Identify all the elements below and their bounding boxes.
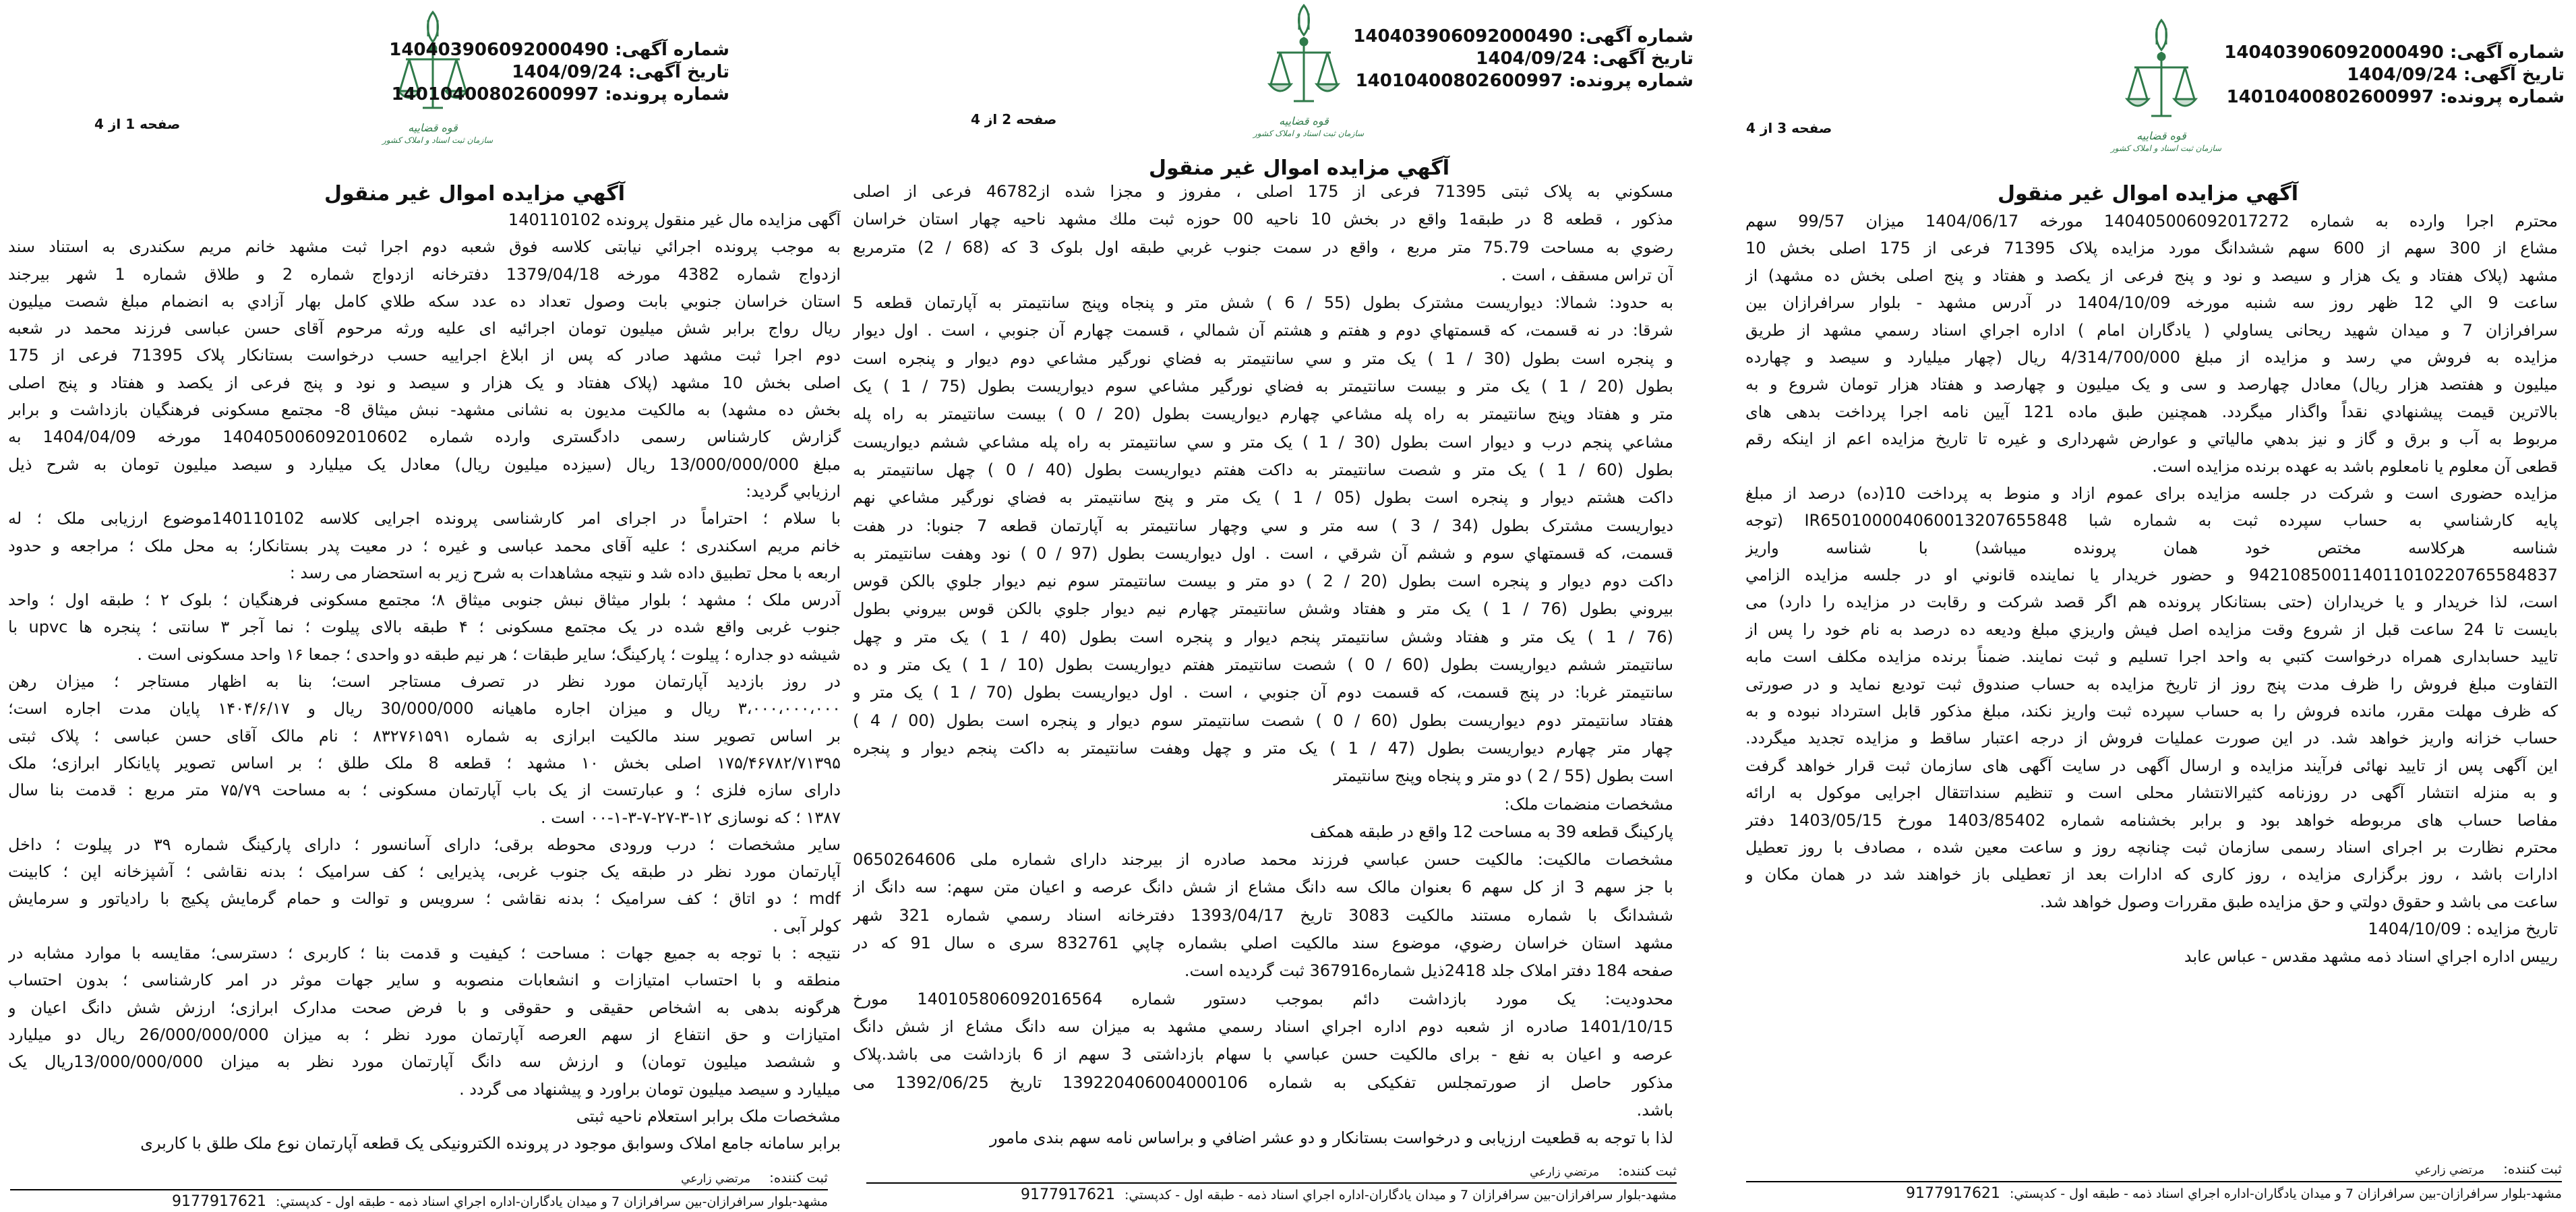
registrar-name: مرتضي زارعي: [2415, 1163, 2485, 1177]
footer-address: [1746, 1185, 2562, 1202]
text-line: بخش ده مشهد) به مالکیت مدیون به نشانی مشهد- نبش میثاق 8- مجتمع مسکونی فرهنگیان بازداشت و برابر: [8, 400, 841, 420]
paragraph: [1745, 480, 2558, 915]
postal-code: 9177917621: [1906, 1185, 2000, 1202]
text-line: شیشه دو جداره ؛ پیلوت ؛ پارکینگ؛ سایر طبقات ؛ هر نیم طبقه دو واحدی ؛ جمعا ۱۶ واحد مسکونی است .: [137, 644, 841, 664]
ad-number: [352, 39, 729, 61]
text-line: ساعت 9 الي 12 ظهر روز سه شنبه مورخه 1404/10/09 در آدرس مشهد - بلوار سرافرازان بین: [1745, 293, 2558, 313]
logo-text-registration-org: سازمان ثبت اسناد و املاک کشور: [382, 135, 493, 145]
text-line: ریال رواج برابر شش میلیون تومان اجرائیه ای علیه ورثه مرحوم آقای حسن عباسی فرزند محمد در شعبه: [8, 319, 841, 338]
text-line: ششدانگ با شماره مستند مالکیت 3083 تاریخ 1393/04/17 دفترخانه اسناد رسمي شماره 321 شهر: [853, 905, 1673, 925]
page-title: آگهي مزايده اموال غير منقول: [1148, 156, 1450, 180]
paragraph: [1745, 943, 2558, 970]
text-line: مشاعي پنجم درب و دیوار است بطول (30 / 1 ) یک متر و سي سانتیمتر به راه پله مشاعي ششم دیواریست: [853, 432, 1673, 452]
text-line: محترم اجرا وارده به شماره 140405006092017272 مورخه 1404/06/17 میزان 99/57 سهم: [1745, 212, 2558, 231]
case-number-label: شماره پرونده:: [605, 84, 729, 104]
paragraph: [8, 940, 841, 1103]
text-line: آدرس ملک ؛ مشهد ؛ بلوار میثاق نبش جنوبی میثاق ۸؛ مجتمع مسکونی فرهنگیان ؛ بلوک ۲ ؛ طبقه اول ؛ واحد: [8, 590, 841, 610]
text-line: مشخصات ملک برابر استعلام ناحیه ثبتی: [576, 1106, 841, 1126]
text-line: مفاصا حساب های مربوطه خواهد بود و برابر بخشنامه شماره 1403/85402 مورخ 1403/05/15 دفتر: [1745, 810, 2558, 830]
ad-number: [1316, 26, 1694, 48]
text-line: بطول (20 / 1 ) یک متر و بیست سانتیمتر به فضاي نورگیر مشاعي سوم دیواریست بطول (75 / 1 ) یک: [853, 377, 1673, 396]
text-line: بایست تا 24 ساعت قبل از شروع وقت مزایده اصل فیش واریزي مبلغ ودیعه ده درصد به نام خود را پس از: [1745, 619, 2558, 639]
registrar: [1254, 1163, 1677, 1179]
text-line: آگهی مزایده مال غیر منقول پرونده 140110102: [508, 210, 841, 229]
page-title: آگهي مزايده اموال غير منقول: [324, 182, 626, 206]
text-line: آن تراس مسقف ، است .: [1501, 265, 1673, 284]
text-line: قسمت، که قسمتهاي سوم و ششم آن شرقي ، است . اول دیواریست بطول (97 / 0 ) نود وهفت سانتیمتر به: [853, 543, 1673, 563]
ad-date: [352, 61, 729, 84]
paragraph: [8, 831, 841, 940]
text-line: چهار متر چهارم دیواریست بطول (47 / 1 ) یک متر و چهل وهفت سانتیمتر به داکت پنجم دیوار و پنجره: [853, 738, 1673, 758]
text-line: ۱۳۸۷ ؛ که نوسازی ۱۲-۳-۲۷-۷-۳-۱-۰۰ است .: [540, 808, 841, 827]
text-line: پایه کارشناسي به حساب سپرده ثبت به شماره شبا IR650100004060013207655848 (توجه: [1745, 511, 2558, 531]
text-line: با جز سهم 3 از کل سهم 6 بعنوان مالک سه دانگ مشاع از شش دانگ عرصه و اعیان متن سهم: سه دانگ از: [853, 878, 1673, 897]
page-body: [1745, 208, 2558, 970]
footer-address: [866, 1186, 1677, 1203]
ad-date-label: تاریخ آگهی:: [2463, 65, 2565, 85]
case-number-value: 14010400802600997: [391, 84, 599, 104]
footer-divider: [866, 1182, 1677, 1184]
ad-date-value: 1404/09/24: [1476, 49, 1586, 69]
text-line: رضوي به مساحت 75.79 متر مربع ، واقع در سمت جنوب غربي طبقه اول بلوک 3 که (68 / 2) مترمربع: [853, 237, 1673, 257]
text-line: تاریخ مزایده : 1404/10/09: [2368, 919, 2558, 939]
text-line: 1401/10/15 صادره از شعبه دوم اداره اجراي اسناد رسمي مشهد به میزان سه دانگ مشاع از شش دانگ: [853, 1017, 1673, 1036]
text-line: اصلی بخش 10 مشهد (پلاک هفتاد و یک هزار و سیصد و نود و پنج فرعی از یکصد و هفتاد و پنج اصلی: [8, 373, 841, 392]
address-text: مشهد-بلوار سرافرازان-بين سرافرازان 7 و ميدان يادگاران-اداره اجراي اسناد ذمه - طبقه اول - کدپستي:: [1124, 1188, 1677, 1203]
text-line: مشهد (پلاک هفتاد و یک هزار و سیصد و نود و پنج فرعی از یکصد و هفتاد و پنج اصلی بخش ده مشهد) از: [1745, 266, 2558, 285]
text-line: به حدود: شمالا: دیواریست مشترک بطول (55 / 6 ) شش متر و پنجاه وپنج سانتیمتر به آپارتمان قطعه 5: [853, 293, 1673, 313]
text-line: هفتاد سانتیمتر دوم دیواریست بطول (60 / 0 ) شصت سانتیمتر سوم دیوار و پنجره است بطول (00 / 4 ): [853, 710, 1673, 730]
case-number: [352, 84, 729, 106]
text-line: 942108500114011010220765584837 و حضور خريدار يا نماينده قانوني او در جلسه مزايده الزامي: [1745, 566, 2558, 585]
paragraph: [1745, 915, 2558, 942]
text-line: بطول (60 / 1 ) یک متر و شصت سانتیمتر به داکت هفتم دیواریست بطول (40 / 0 ) چهل سانتیمتر به: [853, 460, 1673, 479]
paragraph: [8, 505, 841, 586]
text-line: مشاع از 300 سهم از 600 سهم ششدانگ مورد مزایده پلاک 71395 فرعی از 175 اصلی بخش 10: [1745, 239, 2558, 258]
page-number-label: صفحه 3 از 4: [1746, 120, 1832, 136]
text-line: ساعت می باشد و حقوق دولتي و حق مزایده طبق مقررات وصول خواهد شد.: [2039, 892, 2558, 911]
text-line: سانتیمتر غربا: در پنج قسمت، که قسمت دوم آن جنوبي ، است . اول دیواریست بطول (70 / 1 ) یک متر و: [853, 683, 1673, 702]
logo-text-registration-org: سازمان ثبت اسناد و املاک کشور: [1253, 129, 1365, 138]
text-line: است بطول (55 / 2 ) دو متر و پنجاه وپنج سانتیمتر: [1334, 766, 1673, 786]
paragraph: [853, 986, 1673, 1124]
paragraph: [8, 233, 841, 505]
footer-divider: [1746, 1181, 2562, 1182]
text-line: شناسه هرکلاسه مختص خود همان پرونده میباشد) با شناسه واریز: [1745, 538, 2558, 557]
text-line: شرقا: در نه قسمت، که قسمتهاي دوم و هفتم و هشتم آن شمالي ، قسمت چهارم آن جنوبي ، است . اول دیوار: [853, 321, 1673, 340]
text-line: سرافرازان 7 و میدان شهید ریحانی یساولي ( يادگاران امام ) اداره اجراي اسناد رسمي مشهد از طريق: [1745, 320, 2558, 340]
text-line: عرصه و اعیان به نفع - برای مالکیت حسن عباسي با سهام بازداشتی 3 سهم از 6 بازداشت می باشد.پلاک: [853, 1045, 1673, 1064]
address-text: مشهد-بلوار سرافرازان-بين سرافرازان 7 و ميدان يادگاران-اداره اجراي اسناد ذمه - طبقه اول - کدپستي:: [275, 1194, 828, 1209]
text-line: مربوط به آب و برق و گاز و نيز بدهي مالياتي و عوارض شهرداری و غيره تا تاريخ مزايده اعم از اینکه رقم: [1745, 429, 2558, 449]
text-line: نتیجه : با توجه به جمیع جهات : مساحت ؛ کیفیت و قدمت بنا ؛ کاربری ؛ دسترسی؛ مقایسه با موارد مشابه در: [8, 944, 841, 963]
text-line: تایید حسابداری همراه درخواست کتبي به واحد اجرا تسلیم و ثبت نمایند. ضمناً برنده مزایده مکلف است مابه: [1745, 647, 2558, 667]
ad-date-value: 1404/09/24: [2347, 65, 2457, 85]
text-line: ميليون و هفتصد هزار ريال) معادل چهارصد و سی و یک میلیون و چهارصد و هفتاد هزار تومان شروع و به: [1745, 375, 2558, 394]
text-line: باشد.: [1636, 1100, 1673, 1120]
ad-number: [2187, 42, 2565, 64]
text-line: مذکور ، قطعه 8 در طبقه1 واقع در بخش 10 ناحیه 00 حوزه ثبت ملك مشهد ناحیه چهار استان خراسان: [853, 210, 1673, 229]
text-line: خانم مریم اسکندری ؛ علیه آقای محمد عباسی و غیره ؛ در معیت پدر بستانکار؛ به محل ملک ؛ مراجعه و حدود: [8, 536, 841, 555]
footer-divider: [10, 1189, 828, 1190]
text-line: داکت دوم دیوار و پنجره است بطول (20 / 2 ) دو متر و بیست سانتیمتر سوم نیم دیوار جلوي بالکن قوس: [853, 572, 1673, 591]
paragraph: [8, 668, 841, 831]
text-line: ارزیابي گردید:: [746, 481, 841, 501]
registrar-name: مرتضي زارعي: [1530, 1165, 1600, 1179]
text-line: آپارتمان مورد نظر در طبقه یک جنوب غربی، پذیرایی ؛ کف سرامیک ؛ بدنه نقاشی ؛ آشپزخانه اپن ؛ کابینت: [8, 862, 841, 882]
text-line: التفاوت مبلغ فروش را ظرف مدت پنج روز از تاریخ مزایده به حساب صندوق ثبت تودیع نماید و در صورتی: [1745, 674, 2558, 694]
case-number-value: 14010400802600997: [2226, 87, 2434, 107]
text-line: با سلام ؛ احتراماً در اجرای امر کارشناسی پرونده اجرایی کلاسه 140110102موضوع ارزیابی ملک ؛ له: [8, 509, 841, 528]
text-line: محترم نظارت بر اجرای اسناد رسمی سازمان ثبت چنانچه روز و ساعت معین شده ، مصادف با روز تعطیل: [1745, 837, 2558, 857]
text-line: ۳،۰۰۰،۰۰۰،۰۰۰ ریال و میزان اجاره ماهیانه 30/000/000 ریال و ۱۴۰۴/۶/۱۷ پایان مدت اجاره است؛: [8, 699, 841, 719]
ad-number-value: 140403906092000490: [2224, 42, 2444, 63]
logo-text-registration-org: سازمان ثبت اسناد و املاک کشور: [2111, 144, 2222, 153]
text-line: مذکور حاصل از صورتمجلس تفکیکی به شماره 139220406004000106 تاریخ 1392/06/25 می: [853, 1072, 1673, 1092]
text-line: محدودیت: یک مورد بازداشت دائم بموجب دستور شماره 140105806092016564 مورخ: [853, 989, 1673, 1008]
text-line: و پنجره است بطول (30 / 1 ) یک متر و سي سانتیمتر به فضاي نورگیر مشاعي دوم دیوار و پنجره است: [853, 349, 1673, 368]
text-line: استان خراسان جنوبي بابت وصول تعداد ده عدد سکه طلاي کامل بهار آزادي به انضمام مبلغ شصت میلیون: [8, 291, 841, 311]
registrar-label: ثبت کننده:: [769, 1170, 828, 1186]
case-number-label: شماره پرونده:: [1569, 71, 1694, 91]
text-line: مبلغ 13/000/000/000 ریال (سیزده میلیون ریال) معادل یک میلیارد و سیصد میلیون تومان به شرح ذیل: [8, 454, 841, 474]
ad-date-label: تاریخ آگهی:: [1592, 49, 1694, 69]
text-line: مشخصات منضمات ملک:: [1504, 794, 1673, 814]
text-line: امتیازات و حق انتفاع از سهم العرصه آپارتمان مورد نظر ؛ به میزان 26/000/000/000 ریال دو میلیارد: [8, 1025, 841, 1044]
text-line: مسکوني به پلاک ثبتی 71395 فرعی از 175 اصلی ، مفروز و مجزا شده از46782 فرعی از اصلی: [853, 182, 1673, 201]
text-line: مشهد استان خراسان رضوي، موضوع سند مالکیت اصلي بشماره چاپي 832761 سری ه سال 91 که در: [853, 934, 1673, 953]
text-line: به موجب پرونده اجرائي نیابتی کلاسه فوق شعبه دوم اجرا ثبت مشهد خانم مریم سکندری به استناد سند: [8, 237, 841, 257]
text-line: هرگونه بدهی به اشخاص حقیقی و حقوقی و با فرض صحت مدارک ابرازی؛ ارزش شش دانگ اعیان و: [8, 998, 841, 1017]
paragraph: [8, 1130, 841, 1157]
registrar-name: مرتضي زارعي: [681, 1172, 751, 1186]
logo-text-judiciary: قوه قضاییه: [2136, 129, 2186, 142]
text-line: پارکینگ قطعه 39 به مساحت 12 واقع در طبقه همکف: [1310, 822, 1673, 841]
text-line: مزایده حضوری است و شرکت در جلسه مزایده برای عموم ازاد و منوط به پرداخت 10(ده) درصد از مبلغ: [1745, 483, 2558, 503]
footer-address: [10, 1193, 828, 1210]
text-line: بر اساس تصویر سند مالکیت ابرازی به شماره ۸۳۲۷۶۱۵۹۱ ؛ نام مالک آقای حسن عباسی ؛ پلاک ثبتی: [8, 726, 841, 746]
page-number-label: صفحه 1 از 4: [94, 116, 181, 132]
ad-number-label: شماره آگهی:: [614, 40, 729, 60]
ad-date-label: تاریخ آگهی:: [628, 62, 729, 82]
text-line: میلیارد و سیصد میلیون تومان براورد و پیشنهاد می گردد .: [459, 1079, 841, 1099]
ad-number-label: شماره آگهی:: [2449, 42, 2565, 63]
ad-date: [1316, 48, 1694, 70]
text-line: و به منزله انتشار آگهی در روزنامه کثیرالانتشار محلی است و تنظیم سنداتتقال اجرایی موکول به ارائه: [1745, 783, 2558, 803]
text-line: کولر آبی .: [773, 916, 841, 936]
registrar: [405, 1170, 828, 1186]
ad-date: [2187, 64, 2565, 86]
postal-code: 9177917621: [1021, 1186, 1115, 1203]
text-line: مشخصات مالکیت: مالکیت حسن عباسي فرزند محمد صادره از بیرجند دارای شماره ملی 0650264606: [853, 850, 1673, 870]
text-line: قطعی آن معلوم یا نامعلوم باشد به عهده برنده مزایده است.: [2152, 456, 2558, 476]
page-title: آگهي مزايده اموال غير منقول: [1997, 182, 2299, 206]
paragraph: [1745, 208, 2558, 480]
text-line: لذا با توجه به قطعیت ارزیابی و درخواست بستانکار و دو عشر اضافي و براساس نامه سهم بندی مامور: [990, 1128, 1673, 1148]
text-line: سایر مشخصات ؛ درب ورودی محوطه برقی؛ دارای آسانسور ؛ دارای پارکینگ شماره ۳۹ در پیلوت ؛ داخل: [8, 835, 841, 854]
case-number-label: شماره پرونده:: [2440, 87, 2565, 107]
case-number: [1316, 70, 1694, 92]
text-line: ۱۷۵/۴۶۷۸۲/۷۱۳۹۵ اصلی بخش ۱۰ مشهد ؛ قطعه 8 ملک طلق ؛ بر اساس تصویر پایانکار ابرازی؛ ملک: [8, 753, 841, 772]
text-line: داکت هشتم دیوار و پنجره است بطول (05 / 1 ) یک متر و پنج سانتیمتر به فضاي نورگیر مشاعي نهم: [853, 488, 1673, 508]
case-number-value: 14010400802600997: [1355, 71, 1563, 91]
text-line: ادارات باشد ، روز برگزاری مزایده ، روز کاری که ادارات بعد از تعطیلی باز خواهند شد در همان مکان و: [1745, 865, 2558, 884]
text-line: گزارش کارشناس رسمی دادگستری وارده شماره 140405006092010602 مورخه 1404/04/09 به: [8, 427, 841, 447]
text-line: سانتیمتر ششم دیواریست بطول (60 / 0 ) شصت سانتیمتر هفتم دیواریست بطول (10 / 1 ) یک متر و ده: [853, 655, 1673, 675]
ad-number-label: شماره آگهی:: [1578, 26, 1694, 47]
text-line: اربعه با محل تطبیق داده شد و نتیجه مشاهدات به شرح زیر به استحضار می رسد :: [289, 563, 841, 582]
paragraph: [853, 846, 1673, 985]
paragraph: [8, 586, 841, 668]
text-line: مزایده به فروش مي رسد و مزایده از مبلغ 4/314/700/000 ريال (چهار ميليارد و سيصد و چهارده: [1745, 347, 2558, 367]
text-line: برابر سامانه جامع املاک وسوابق موجود در پرونده الکترونیکی یک قطعه آپارتمان نوع ملک طلق با کاربری: [140, 1134, 841, 1153]
text-line: بالاترين قيمت پيشنهادي نقداً واگذار ميگردد. همچنین طبق ماده 121 آیین نامه اجرا پرداخت بدهی های: [1745, 402, 2558, 421]
paragraph: [853, 818, 1673, 846]
text-line: (76 / 1 ) یک متر و هفتاد وشش سانتیمتر پنجم دیوار و پنجره است بطول (40 / 1 ) یک متر و چهل: [853, 627, 1673, 646]
text-line: و ششصد میلیون تومان) و ارزش سه دانگ آپارتمان مورد نظر به میزان 13/000/000/000ریال یک: [8, 1052, 841, 1072]
paragraph: [8, 1103, 841, 1130]
text-line: حساب خزانه واریز خواهد شد. در این صورت عملیات فروش از درجه اعتبار ساقط و مزایده تجدید میگردد.: [1745, 729, 2558, 748]
case-number: [2187, 86, 2565, 109]
text-line: در روز بازدید آپارتمان مورد نظر در تصرف مستاجر است؛ بنا به اظهار مستاجر ؛ میزان رهن: [8, 672, 841, 692]
text-line: که ظرف مهلت مقرر، مانده فروش را به حساب سپرده ثبت واریز نکند، مبلغ مذکور قابل استرداد نبوده و به: [1745, 702, 2558, 721]
text-line: دارای سازه فلزی ؛ و عبارتست از یک باب آپارتمان مسکونی ؛ به مساحت ۷۵/۷۹ متر مربع : قدمت بنا سال: [8, 781, 841, 800]
paragraph: [853, 791, 1673, 818]
text-line: ازدواج شماره 4382 مورخه 1379/04/18 دفترخانه ازدواج شماره 2 و طلاق شماره 1 شهر بیرجند: [8, 264, 841, 284]
text-line: جنوب غربی واقع شده در یک مجتمع مسکونی ؛ ۴ طبقه بالای پیلوت ؛ نما آجر ۳ سانتی ؛ پنجره ها upvc با: [8, 617, 841, 637]
paragraph: [853, 178, 1673, 289]
ad-meta: [1316, 26, 1694, 92]
ad-number-value: 140403906092000490: [1353, 26, 1573, 47]
paragraph: [8, 206, 841, 233]
registrar-label: ثبت کننده:: [2503, 1161, 2562, 1177]
ad-number-value: 140403906092000490: [389, 40, 609, 60]
text-line: متر و هفتاد وپنج سانتیمتر به راه پله مشاعي چهارم دیواریست بطول (20 / 0 ) بیست سانتیمتر به راه پله: [853, 404, 1673, 424]
logo-text-judiciary: قوه قضاییه: [408, 121, 458, 134]
paragraph: [853, 1124, 1673, 1152]
ad-meta: [352, 39, 729, 106]
registrar: [2137, 1161, 2562, 1177]
text-line: mdf ؛ دو اتاق ؛ کف سرامیک ؛ بدنه نقاشی ؛ سرویس و توالت و حمام گرمایش پکیج با رادیاتور و سرمایش: [8, 889, 841, 909]
ad-date-value: 1404/09/24: [512, 62, 622, 82]
text-line: بیروني بطول (76 / 1 ) یک متر و هفتاد وشش سانتیمتر چهارم نیم دیوار جلوي بالکن قوس بیروني بطول: [853, 599, 1673, 619]
logo-text-judiciary: قوه قضاییه: [1279, 115, 1329, 127]
page-body: [8, 206, 841, 1157]
page-body: [853, 178, 1673, 1152]
text-line: منطقه و با احتساب امتیازات و انشعابات منصوبه و سایر جهات موثر در امر کارشناسی ؛ بدون احتساب: [8, 971, 841, 990]
text-line: دیواریست مشترک بطول (34 / 3 ) سه متر و سي وچهار سانتیمتر به آپارتمان قطعه 7 جنوبا: در هفت: [853, 516, 1673, 535]
text-line: دوم اجرا ثبت مشهد صادر که پس از ابلاغ اجراییه حسب درخواست بستانکار پلاک 71395 فرعی از 175: [8, 346, 841, 365]
ad-meta: [2187, 42, 2565, 109]
text-line: این آگهی پس از تایید نهائی فرآیند مزایده و ارسال آگهی در سایت آگهی های سازمان ثبت قرار خواهد گرفت: [1745, 756, 2558, 775]
registrar-label: ثبت کننده:: [1618, 1163, 1677, 1179]
page-number-label: صفحه 2 از 4: [971, 111, 1057, 127]
postal-code: 9177917621: [172, 1193, 266, 1210]
address-text: مشهد-بلوار سرافرازان-بين سرافرازان 7 و ميدان يادگاران-اداره اجراي اسناد ذمه - طبقه اول - کدپستي:: [2009, 1186, 2562, 1201]
text-line: صفحه 184 دفتر املاک جلد 2418ذیل شماره367916 ثبت گردیده است.: [1184, 961, 1673, 981]
text-line: رييس اداره اجراي اسناد ذمه مشهد مقدس - عباس عابد: [2184, 946, 2558, 966]
text-line: است، لذا خریدار و یا خریداران (حتی بستانکار پرونده هم اگر قصد شرکت و رقابت در مزایده را دارد) می: [1745, 593, 2558, 612]
paragraph: [853, 289, 1673, 790]
